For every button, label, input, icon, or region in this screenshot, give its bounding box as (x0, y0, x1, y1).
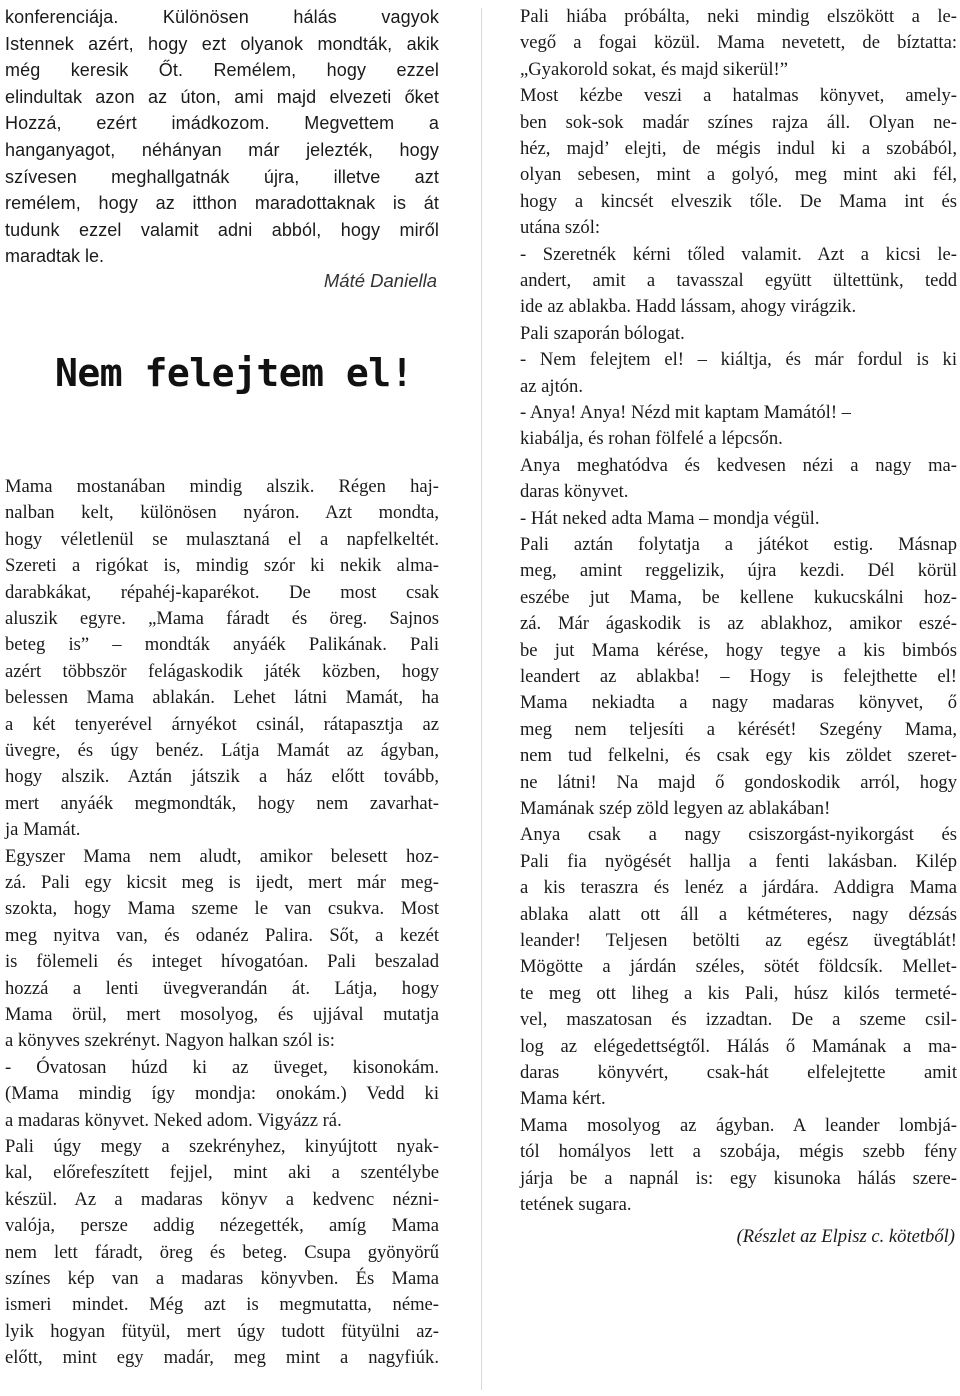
text-line: utána szól: (520, 217, 601, 239)
text-line: is fölemeli és integet hívogatóan. Pali beszalad (5, 951, 439, 973)
text-line: - Óvatosan húzd ki az üveget, kisonokám. (5, 1056, 439, 1078)
text-line: daras könyvet. (520, 481, 629, 503)
text-line: hogy véletlenül se mulasztaná el a napfelkeltét. (5, 528, 439, 550)
text-line: lyik hogyan fütyül, mert úgy tudott fütyülni az- (5, 1320, 439, 1342)
text-line: tetének sugara. (520, 1194, 632, 1215)
text-line: vel, maszatosan és izzadtan. De a szeme csil- (520, 1009, 957, 1031)
text-line: szívesen meghallgatnák újra, illetve azt (5, 166, 439, 187)
text-line: járja be a napnál is: egy kisunoka hálás szere- (520, 1167, 957, 1189)
text-line: remélem, hogy az itthon maradottaknak is át (5, 193, 439, 214)
text-line: maradtak le. (5, 246, 105, 267)
text-line: nem lett fáradt, öreg és beteg. Csupa gyönyörű (5, 1241, 439, 1263)
text-line: Pali fia nyögését hallja a fenti lakásban. Kilép (520, 850, 957, 872)
text-line: ben sok-sok madár színes rajza áll. Olyan ne- (520, 111, 957, 133)
text-line: aluszik egyre. „Mama fáradt és öreg. Sajnos (5, 608, 439, 629)
text-line: ablaka alatt ott áll a kétméteres, nagy dézsás (520, 903, 957, 925)
text-line: darabkákat, répahéj-kaparékot. De most csak (5, 581, 439, 603)
text-line: a könyves szekrényt. Nagyon halkan szól is: (5, 1030, 335, 1052)
text-line: a madaras könyvet. Neked adom. Vigyázz rá. (5, 1109, 342, 1131)
text-line: meg, amint reggelizik, újra kezdi. Dél körül (520, 560, 957, 582)
text-line: a két tenyerével árnyékot csinál, rátapasztja az (5, 713, 439, 735)
text-line: be jut Mama kérése, hogy tegye a kis bimbós (520, 639, 957, 661)
text-line: Mama kért. (520, 1088, 606, 1110)
text-line: szokta, hogy Mama szeme le van csukva. Most (5, 898, 439, 920)
text-line: Mama mostanában mindig alszik. Régen haj- (5, 476, 439, 497)
text-line: Mamának szép zöld legyen az ablakában! (520, 798, 831, 819)
text-line: Mögötte a járdán széles, sötét földcsík. Mellet- (520, 956, 957, 978)
text-line: előtt, mint egy madár, meg mint a nagyfiúk. (5, 1347, 439, 1369)
article-title: Nem felejtem el! (55, 351, 414, 395)
text-line: még keresik Őt. Remélem, hogy ezzel (5, 60, 439, 81)
source-note: (Részlet az Elpisz c. kötetből) (736, 1226, 955, 1247)
text-line: daras könyvért, csak-hát elfelejtette amit (520, 1062, 957, 1083)
text-line: Pali szaporán bólogat. (520, 322, 685, 344)
text-line: ja Mamát. (5, 819, 81, 841)
text-line: Anya meghatódva és kedvesen nézi a nagy ma- (520, 454, 957, 476)
text-line: a kis teraszra és lenéz a járdára. Addigra Mama (520, 877, 957, 899)
text-line: kal, előrefeszített fejjel, mint aki a szentélybe (5, 1162, 439, 1184)
text-line: - Anya! Anya! Nézd mit kaptam Mamától! – (520, 402, 851, 423)
text-line: ide az ablakba. Hadd lássam, ahogy virágzik. (520, 296, 857, 318)
text-line: log az elégedettségtől. Hálás ő Mamának a ma- (520, 1035, 957, 1057)
text-line: héz, majd’ elejti, de mégis indul ki a szobából, (520, 138, 957, 159)
text-line: tól homályos lett a szobája, mégis szebb fény (520, 1141, 957, 1163)
text-line: Mama mosolyog az ágyban. A leander lombjá- (520, 1114, 957, 1136)
text-line: ne látni! Na majd ő gondoskodik arról, hogy (520, 771, 957, 793)
text-line: Pali úgy megy a szekrényhez, kinyújtott nyak- (5, 1136, 439, 1157)
text-line: te meg ott liheg a kis Pali, húsz kilós termeté- (520, 982, 957, 1004)
text-line: ismeri mindet. Még azt is megmutatta, néme- (5, 1294, 439, 1316)
text-line: valója, persze addig nézegették, amíg Mama (5, 1215, 439, 1237)
text-line: színes kép van a madaras könyvben. És Mama (5, 1268, 439, 1289)
text-line: Egyszer Mama nem aludt, amikor belesett hoz- (5, 845, 439, 867)
text-line: készül. Az a madaras könyv a kedvenc nézni- (5, 1188, 439, 1210)
text-line: tudunk ezzel valamit adni abból, hogy miről (5, 219, 439, 240)
text-line: - Szeretnék kérni tőled valamit. Azt a kicsi le- (520, 243, 957, 265)
text-line: Istennek azért, hogy ezt olyanok mondták, akik (5, 33, 439, 54)
text-line: Anya csak a nagy csiszorgást-nyikorgást és (520, 824, 957, 846)
text-line: - Hát neked adta Mama – mondja végül. (520, 507, 820, 529)
text-line: hozzá a lenti üvegverandán át. Látja, hogy (5, 977, 439, 999)
text-line: leander! Teljesen betölti az egész üvegtáblát! (520, 930, 957, 951)
text-line: Most kézbe veszi a hatalmas könyvet, amely- (520, 85, 957, 107)
text-line: eszébe jut Mama, be kellene kukucskálni hoz- (520, 586, 957, 608)
text-line: meg nem teljesíti a kérését! Szegény Mama, (520, 718, 957, 740)
text-line: azért többször felágaskodik játék közben, hogy (5, 660, 439, 682)
text-line: zá. Már ágaskodik is az ablakhoz, amikor eszé- (520, 613, 957, 635)
author-signature: Máté Daniella (323, 270, 437, 291)
text-line: olyan sebesen, mint a golyó, meg mint aki fél, (520, 164, 957, 186)
text-line: belessen Mama ablakán. Lehet látni Mamát, ha (5, 687, 439, 709)
text-line: Pali aztán folytatja a játékot estig. Másnap (520, 534, 957, 555)
text-line: Pali hiába próbálta, neki mindig elszökött a le- (520, 6, 957, 27)
text-line: az ajtón. (520, 375, 583, 397)
text-line: beteg is” – mondták anyáék Palikának. Pali (5, 634, 439, 656)
text-line: nalban kelt, különösen nyáron. Azt mondta, (5, 502, 439, 524)
text-line: andert, amit a tavasszal együtt ültettünk, tedd (520, 270, 957, 291)
text-line: kiabálja, és rohan fölfelé a lépcsőn. (520, 428, 783, 450)
column-divider (481, 8, 482, 1390)
text-line: hanganyagot, néhányan már jelezték, hogy (5, 140, 439, 160)
text-line: Szereti a rigókat is, mindig szór ki nekik alma- (5, 555, 439, 577)
text-line: nem tud felkelni, és csak egy kis zöldet szeret- (520, 745, 957, 767)
text-line: konferenciája. Különösen hálás vagyok (5, 7, 439, 27)
text-line: Hozzá, ezért imádkozom. Megvettem a (5, 113, 439, 134)
text-line: hogy alszik. Aztán játszik a ház előtt tovább, (5, 766, 439, 788)
text-line: leandert az ablakba! – Hogy is felejthette el! (520, 666, 957, 687)
text-line: vegő a fogai közül. Mama nevetett, de bíztatta: (520, 32, 957, 54)
text-line: (Mama mindig így mondja: onokám.) Vedd ki (5, 1083, 439, 1105)
text-line: Mama örül, mert mosolyog, és ujjával mutatja (5, 1004, 439, 1025)
text-line: mert anyáék megmondták, hogy nem zavarhat- (5, 792, 439, 814)
text-line: elindultak azon az úton, ami majd elvezeti őket (5, 86, 439, 107)
text-line: zá. Pali egy kicsit meg is ijedt, mert már meg- (5, 872, 439, 893)
text-line: üvegre, és úgy benéz. Látja Mamát az ágyban, (5, 740, 439, 761)
text-line: meg nyitva van, és odanéz Palira. Sőt, a kezét (5, 924, 439, 946)
text-line: „Gyakorold sokat, és majd sikerül!” (520, 58, 788, 80)
text-line: - Nem felejtem el! – kiáltja, és már fordul is ki (520, 349, 957, 371)
text-line: Mama nekiadta a nagy madaras könyvet, ő (520, 692, 957, 714)
text-line: hogy a kincsét elveszik tőle. De Mama int és (520, 190, 957, 212)
